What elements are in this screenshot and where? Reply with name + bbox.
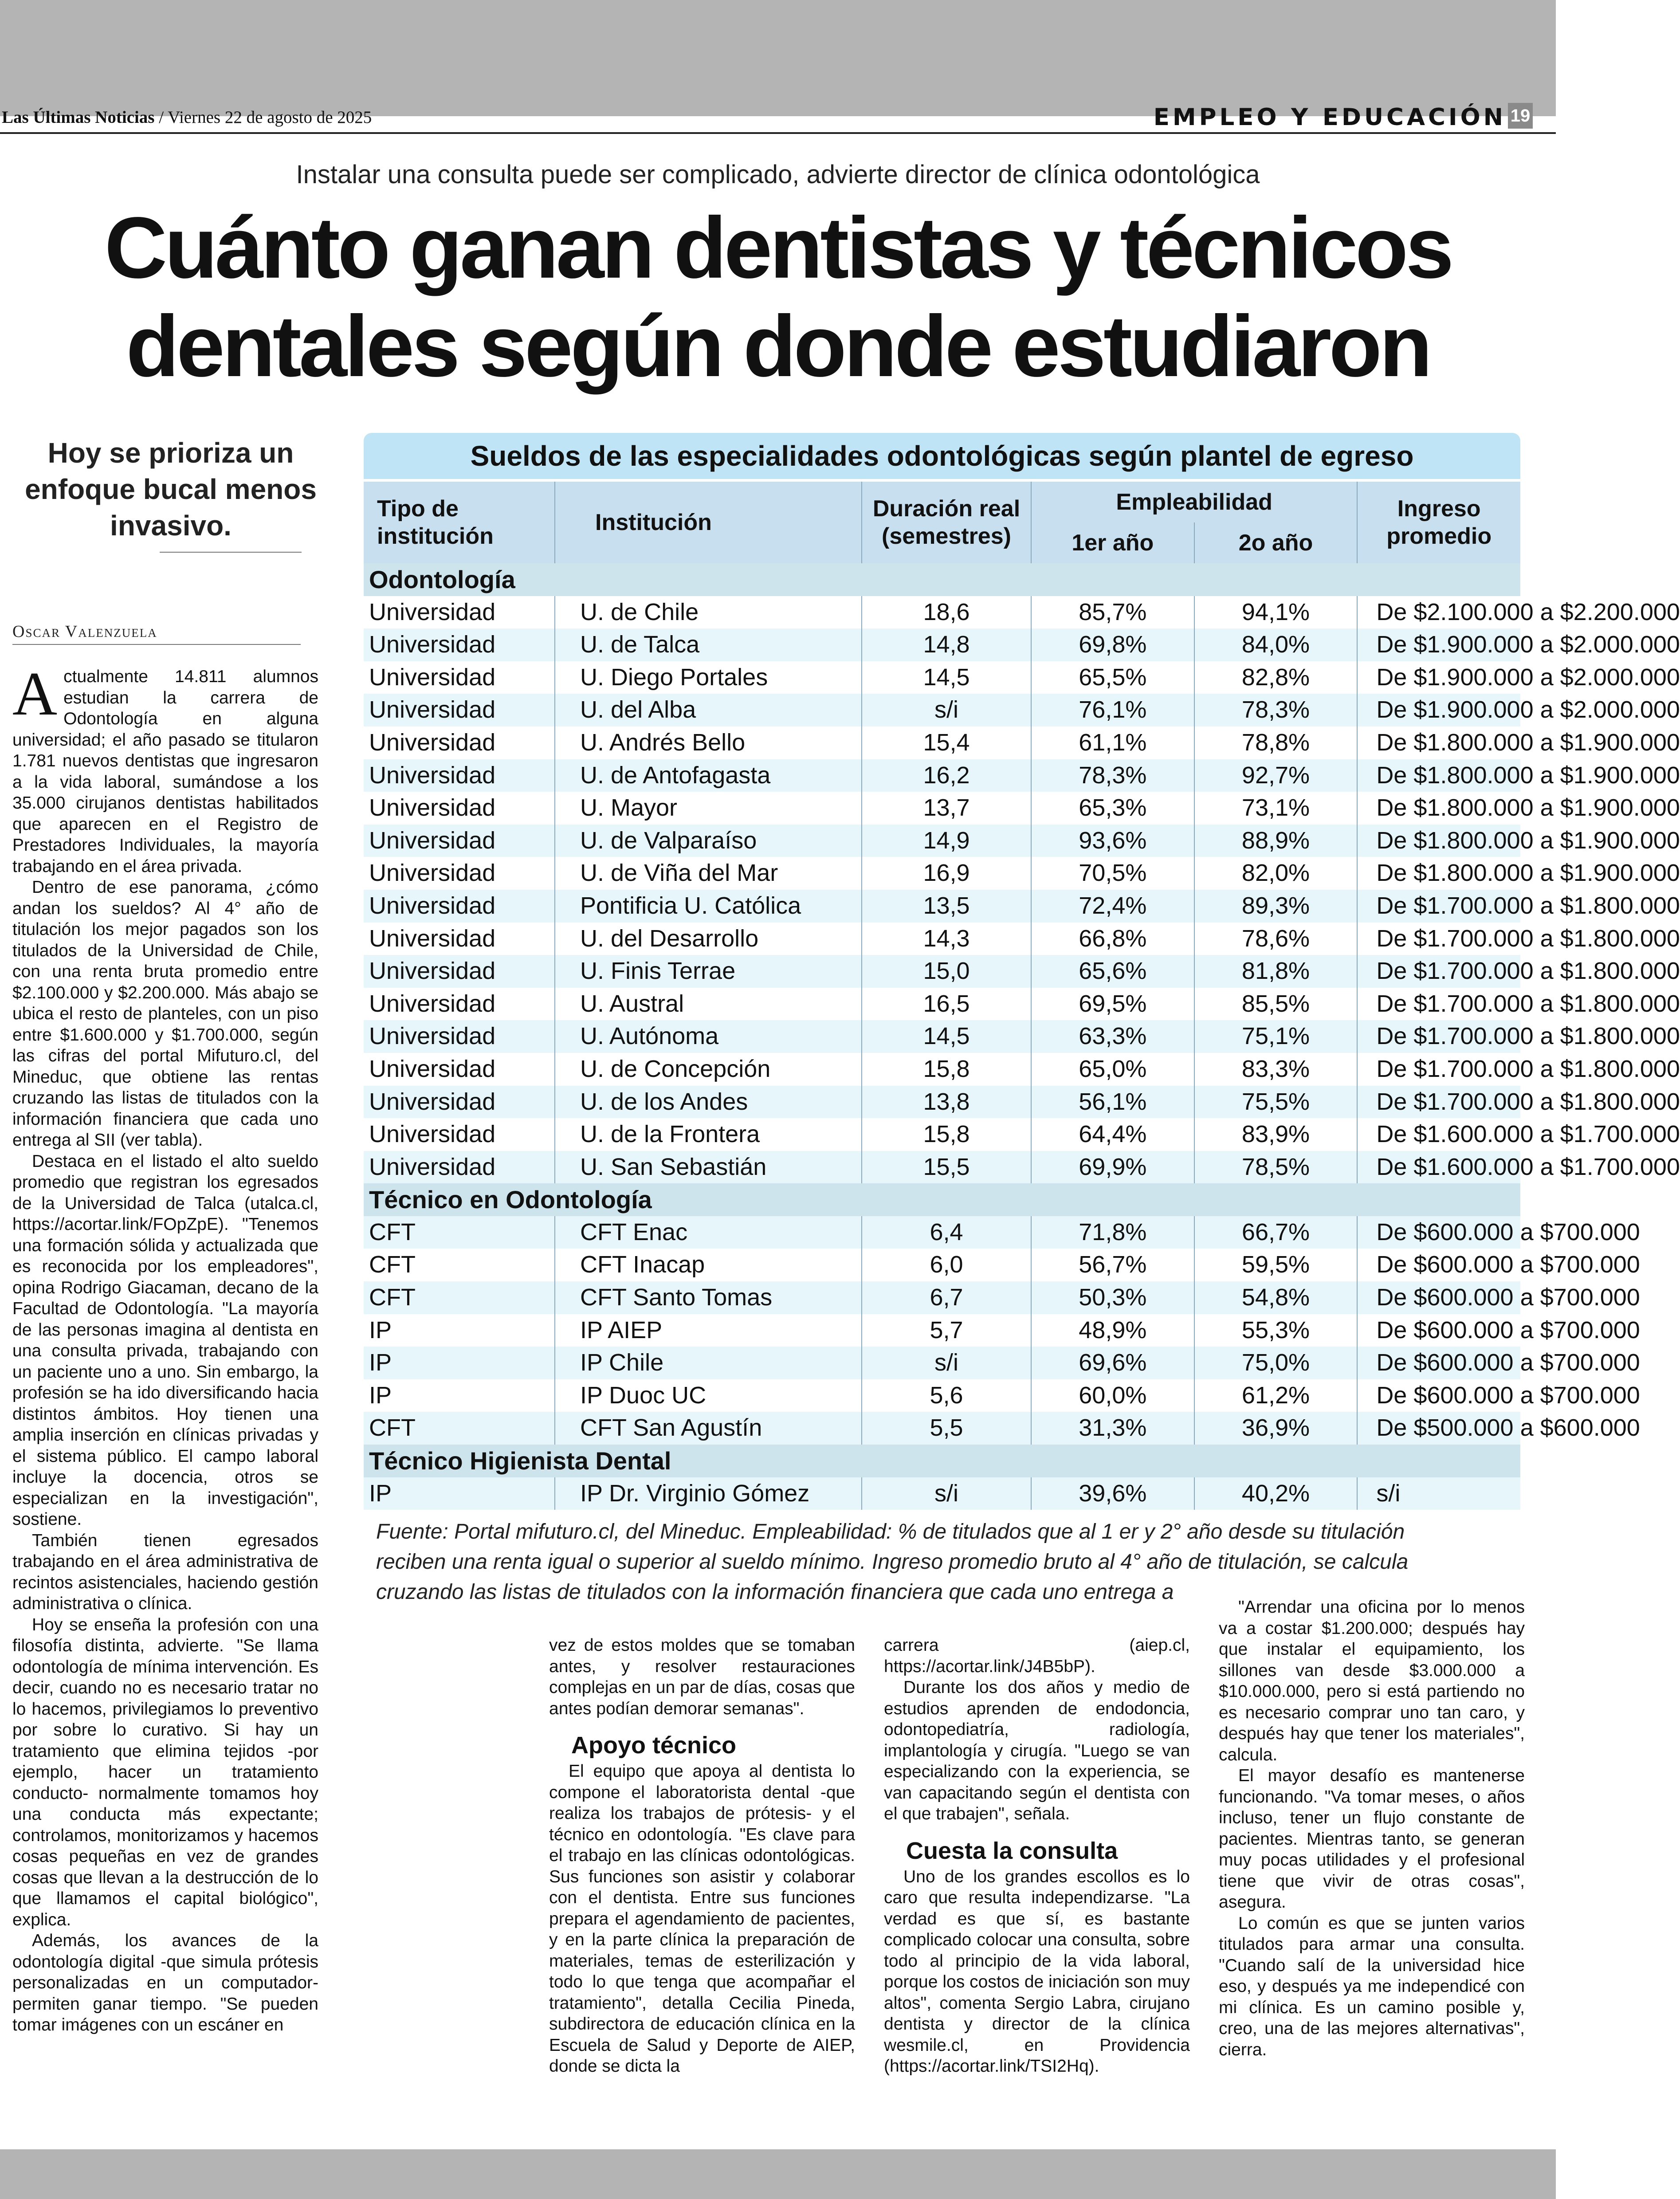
cell-ingreso: De $1.900.000 a $2.000.000 [1357,694,1520,726]
cell-tipo: Universidad [364,628,555,661]
cell-duracion: 15,0 [862,955,1031,988]
cell-tipo: CFT [364,1412,555,1445]
pull-quote: Hoy se prioriza un enfoque bucal menos invasivo. [25,437,317,542]
headline-line-1: Cuánto ganan dentistas y técnicos [104,199,1452,296]
cell-tipo: IP [364,1314,555,1347]
cell-institucion: CFT Santo Tomas [555,1281,862,1314]
cell-institucion: U. de Viña del Mar [555,857,862,890]
cell-anio-1: 69,5% [1031,988,1194,1021]
cell-duracion: 6,0 [862,1249,1031,1281]
cell-anio-1: 63,3% [1031,1020,1194,1053]
table-row [364,596,1520,629]
cell-duracion: 6,7 [862,1281,1031,1314]
cell-anio-1: 31,3% [1031,1412,1194,1445]
cell-institucion: IP Dr. Virginio Gómez [555,1477,862,1510]
cell-tipo: Universidad [364,988,555,1021]
cell-anio-1: 39,6% [1031,1477,1194,1510]
cell-anio-1: 70,5% [1031,857,1194,890]
cell-duracion: 14,5 [862,1020,1031,1053]
cell-ingreso: De $1.900.000 a $2.000.000 [1357,628,1520,661]
cell-anio-1: 66,8% [1031,923,1194,955]
cell-anio-2: 85,5% [1194,988,1358,1021]
cell-anio-2: 88,9% [1194,825,1358,857]
article-column-4 [1219,1597,1525,2060]
cell-ingreso: De $1.700.000 a $1.800.000 [1357,988,1520,1021]
cell-anio-2: 81,8% [1194,955,1358,988]
cell-institucion: U. Andrés Bello [555,726,862,759]
cell-ingreso: De $1.700.000 a $1.800.000 [1357,955,1520,988]
pull-quote-rule [160,552,302,553]
headline-line-2: dentales según donde estudiaron [126,298,1430,395]
table-body [364,563,1680,1510]
table-row [364,1118,1520,1151]
cell-institucion: IP AIEP [555,1314,862,1347]
cell-institucion: U. de Valparaíso [555,825,862,857]
cell-duracion: 13,7 [862,792,1031,825]
subheading-cuesta-la-consulta: Cuesta la consulta [906,1837,1118,1864]
table-source-note: Fuente: Portal mifuturo.cl, del Mineduc. Empleabilidad: % de titulados que al 1 er y 2° año desde su titulación reciben una renta igual o superior al sueldo mínimo. Ingreso promedio bruto al 4° año de titulación, se calcula cruzando las listas de titulados con la información financiera que cada uno entrega a [376,1520,1409,1604]
cell-anio-1: 56,7% [1031,1249,1194,1281]
cell-institucion: U. Autónoma [555,1020,862,1053]
cell-tipo: Universidad [364,1053,555,1086]
table-row [364,1216,1520,1249]
cell-duracion: 16,2 [862,759,1031,792]
cell-institucion: U. Mayor [555,792,862,825]
cell-anio-1: 65,3% [1031,792,1194,825]
cell-ingreso: De $1.800.000 a $1.900.000 [1357,792,1520,825]
cell-anio-1: 78,3% [1031,759,1194,792]
cell-anio-2: 73,1% [1194,792,1358,825]
cell-anio-1: 56,1% [1031,1086,1194,1119]
cell-institucion: U. Diego Portales [555,661,862,694]
cell-duracion: 16,5 [862,988,1031,1021]
table-row [364,1020,1520,1053]
cell-duracion: 14,5 [862,661,1031,694]
cell-anio-1: 72,4% [1031,890,1194,923]
header-anio-1: 1er año [1031,522,1194,563]
cell-ingreso: De $1.600.000 a $1.700.000 [1357,1151,1520,1184]
table-row [364,955,1520,988]
cell-tipo: Universidad [364,792,555,825]
table-row [364,726,1520,759]
cell-duracion: 5,5 [862,1412,1031,1445]
article-column-1 [12,660,318,2036]
cell-ingreso: s/i [1357,1477,1520,1510]
table-row [364,792,1520,825]
drop-cap: A [12,660,58,728]
cell-duracion: 5,6 [862,1379,1031,1412]
cell-anio-1: 48,9% [1031,1314,1194,1347]
header-institucion: Institución [555,482,862,563]
cell-anio-2: 61,2% [1194,1379,1358,1412]
header-tipo: Tipo de institución [364,482,555,563]
cell-tipo: IP [364,1379,555,1412]
cell-tipo: Universidad [364,661,555,694]
paragraph: El mayor desafío es mantenerse funcionando. "Va tomar meses, o años incluso, tener un flujo constante de pacientes. Mientras tanto, se generan muy pocas utilidades y el profesional tiene que vivir de otras cosas", asegura. [1219,1766,1525,1912]
table-row [364,988,1520,1021]
bottom-margin-band [0,2149,1556,2199]
cell-tipo: Universidad [364,955,555,988]
paragraph: Durante los dos años y medio de estudios aprenden de endodoncia, odontopediatría, radiología, implantología y cirugía. "Luego se van especializando con la experiencia, se van capacitando según el dentista con el que trabajen", señala. [884,1678,1190,1823]
cell-ingreso: De $600.000 a $700.000 [1357,1216,1520,1249]
cell-ingreso: De $600.000 a $700.000 [1357,1347,1520,1379]
table-row [364,1412,1520,1445]
cell-duracion: 15,8 [862,1118,1031,1151]
cell-ingreso: De $1.700.000 a $1.800.000 [1357,1086,1520,1119]
cell-ingreso: De $600.000 a $700.000 [1357,1249,1520,1281]
cell-anio-1: 60,0% [1031,1379,1194,1412]
header-empleabilidad: Empleabilidad [1031,482,1357,522]
cell-institucion: U. del Desarrollo [555,923,862,955]
cell-ingreso: De $1.800.000 a $1.900.000 [1357,857,1520,890]
cell-ingreso: De $600.000 a $700.000 [1357,1314,1520,1347]
publication-line: Las Últimas Noticias / Viernes 22 de agosto de 2025 [2,108,372,127]
cell-anio-2: 36,9% [1194,1412,1358,1445]
table-row [364,1281,1520,1314]
cell-anio-2: 84,0% [1194,628,1358,661]
publication-name: Las Últimas Noticias [2,108,155,127]
cell-duracion: s/i [862,1347,1031,1379]
cell-duracion: 18,6 [862,596,1031,629]
masthead-rule [0,132,1556,134]
cell-anio-2: 83,9% [1194,1118,1358,1151]
cell-anio-2: 55,3% [1194,1314,1358,1347]
headline [0,199,1556,396]
cell-anio-2: 82,8% [1194,661,1358,694]
table-category-row [364,1445,1520,1477]
cell-anio-1: 93,6% [1031,825,1194,857]
paragraph: Actualmente 14.811 alumnos estudian la carrera de Odontología en alguna universidad; el año pasado se titularon 1.781 nuevos dentistas que ingresaron a la vida laboral, sumándose a los 35.000 cirujanos dentistas habilitados que aparecen en el Registro de Prestadores Individuales, la mayoría trabajando en el área privada. [12,660,318,876]
header-ingreso: Ingreso promedio [1357,482,1520,563]
table-row [364,1477,1520,1510]
cell-anio-2: 92,7% [1194,759,1358,792]
table-title: Sueldos de las especialidades odontológicas según plantel de egreso [364,433,1520,482]
cell-duracion: 14,9 [862,825,1031,857]
cell-ingreso: De $1.800.000 a $1.900.000 [1357,759,1520,792]
cell-ingreso: De $1.800.000 a $1.900.000 [1357,825,1520,857]
cell-institucion: U. Austral [555,988,862,1021]
masthead [0,103,1556,133]
cell-tipo: CFT [364,1216,555,1249]
cell-duracion: 13,5 [862,890,1031,923]
table-row [364,661,1520,694]
table-row [364,759,1520,792]
cell-tipo: Universidad [364,1151,555,1184]
cell-anio-2: 78,5% [1194,1151,1358,1184]
cell-tipo: CFT [364,1249,555,1281]
cell-anio-1: 69,8% [1031,628,1194,661]
salary-table-box [364,433,1680,1510]
cell-anio-1: 50,3% [1031,1281,1194,1314]
article-column-2 [549,1635,855,2077]
cell-tipo: Universidad [364,726,555,759]
section-title: EMPLEO Y EDUCACIÓN [1153,104,1506,131]
cell-ingreso: De $1.700.000 a $1.800.000 [1357,1020,1520,1053]
cell-tipo: IP [364,1477,555,1510]
paragraph: carrera (aiep.cl, https://acortar.link/J4B5bP). [884,1636,1190,1676]
cell-ingreso: De $1.800.000 a $1.900.000 [1357,726,1520,759]
cell-ingreso: De $1.700.000 a $1.800.000 [1357,1053,1520,1086]
table-row [364,694,1520,726]
subheading-apoyo-tecnico: Apoyo técnico [571,1732,737,1759]
cell-institucion: U. San Sebastián [555,1151,862,1184]
cell-anio-2: 94,1% [1194,596,1358,629]
cell-anio-1: 85,7% [1031,596,1194,629]
cell-institucion: U. de Talca [555,628,862,661]
cell-ingreso: De $2.100.000 a $2.200.000 [1357,596,1520,629]
cell-duracion: 15,8 [862,1053,1031,1086]
paragraph: Lo común es que se junten varios titulados para armar una consulta. "Cuando salí de la universidad hice eso, y después ya me independicé con mi clínica. Es un camino posible y, creo, una de las mejores alternativas", cierra. [1219,1913,1525,2059]
cell-tipo: Universidad [364,923,555,955]
cell-anio-2: 66,7% [1194,1216,1358,1249]
table-row [364,628,1520,661]
cell-tipo: Universidad [364,857,555,890]
cell-anio-1: 65,0% [1031,1053,1194,1086]
cell-tipo: IP [364,1347,555,1379]
table-row [364,1151,1520,1184]
cell-institucion: IP Duoc UC [555,1379,862,1412]
cell-institucion: CFT San Agustín [555,1412,862,1445]
cell-ingreso: De $1.700.000 a $1.800.000 [1357,890,1520,923]
table-category-row [364,563,1520,596]
cell-anio-2: 82,0% [1194,857,1358,890]
byline-rule [12,644,301,645]
cell-anio-2: 83,3% [1194,1053,1358,1086]
cell-duracion: 14,3 [862,923,1031,955]
cell-ingreso: De $1.900.000 a $2.000.000 [1357,661,1520,694]
cell-duracion: 13,8 [862,1086,1031,1119]
cell-anio-2: 40,2% [1194,1477,1358,1510]
table-row [364,825,1520,857]
table-header-row [364,482,1520,522]
cell-ingreso: De $1.700.000 a $1.800.000 [1357,923,1520,955]
top-margin-band [0,0,1556,116]
category-label: Odontología [364,563,1520,596]
cell-duracion: 15,5 [862,1151,1031,1184]
table-row [364,1053,1520,1086]
cell-ingreso: De $600.000 a $700.000 [1357,1281,1520,1314]
cell-institucion: U. de Concepción [555,1053,862,1086]
cell-institucion: IP Chile [555,1347,862,1379]
category-label: Técnico en Odontología [364,1183,1520,1216]
cell-anio-2: 75,5% [1194,1086,1358,1119]
paragraph: El equipo que apoya al dentista lo compone el laboratorista dental -que realiza los trabajos de prótesis- y el técnico en odontología. "Es clave para el trabajo en las clínicas odontológicas. Sus funciones son asistir y colaborar con el dentista. Entre sus funciones prepara el agendamiento de pacientes, y en la parte clínica la preparación de materiales, temas de esterilización y todo lo que tenga que acompañar el tratamiento", detalla Cecilia Pineda, subdirectora de educación clínica en la Escuela de Salud y Deporte de AIEP, donde se dicta la [549,1762,855,2076]
cell-tipo: Universidad [364,1020,555,1053]
cell-institucion: CFT Enac [555,1216,862,1249]
cell-anio-1: 76,1% [1031,694,1194,726]
cell-tipo: Universidad [364,1086,555,1119]
cell-institucion: CFT Inacap [555,1249,862,1281]
table-row [364,1379,1520,1412]
paragraph: "Arrendar una oficina por lo menos va a costar $1.200.000; después hay que instalar el equipamiento, los sillones van desde $3.000.000 a $10.000.000, pero si está partiendo no es necesario comprar uno tan caro, y después hay que tener los materiales", calcula. [1219,1598,1525,1764]
paragraph: Destaca en el listado el alto sueldo promedio que registran los egresados de la Universidad de Talca (utalca.cl, https://acortar.link/FOpZpE). "Tenemos una formación sólida y actualizada que es reconocida por los empleadores", opina Rodrigo Giacaman, decano de la Facultad de Odontología. "La mayoría de las personas imagina al dentista en una consulta privada, trabajando con un paciente uno a uno. Sin embargo, la profesión se ha ido diversificando hacia distintos ámbitos. Hoy tienen una amplia inserción en clínicas privadas y el sistema público. El campo laboral incluye la docencia, otros se especializan en la investigación", sostiene. [12,1151,318,1529]
publication-date: Viernes 22 de agosto de 2025 [168,108,372,127]
kicker: Instalar una consulta puede ser complicado, advierte director de clínica odontológica [296,160,1260,189]
cell-ingreso: De $1.600.000 a $1.700.000 [1357,1118,1520,1151]
table-row [364,890,1520,923]
cell-anio-1: 61,1% [1031,726,1194,759]
paragraph: También tienen egresados trabajando en el área administrativa de recintos asistenciales, haciendo gestión administrativa o clínica. [12,1531,318,1613]
cell-institucion: U. de Chile [555,596,862,629]
cell-institucion: U. Finis Terrae [555,955,862,988]
cell-anio-2: 75,1% [1194,1020,1358,1053]
page-number: 19 [1508,103,1533,129]
table-row [364,1347,1520,1379]
cell-anio-2: 54,8% [1194,1281,1358,1314]
paragraph: Hoy se enseña la profesión con una filosofía distinta, advierte. "Se llama odontología de mínima intervención. Es decir, cuando no es necesario tratar no lo hacemos, privilegiamos lo preventivo por sobre lo curativo. Si hay un tratamiento que elimina tejidos -por ejemplo, hacer un tratamiento conducto- normalmente tomamos hoy una conducta más expectante; controlamos, monitorizamos y hacemos cosas pequeñas en vez de grandes cosas que llevan a la destrucción de lo que llamamos el capital biológico", explica. [12,1615,318,1929]
cell-tipo: Universidad [364,890,555,923]
cell-duracion: 6,4 [862,1216,1031,1249]
cell-institucion: Pontificia U. Católica [555,890,862,923]
cell-anio-1: 69,6% [1031,1347,1194,1379]
table-row [364,857,1520,890]
cell-tipo: Universidad [364,1118,555,1151]
cell-tipo: Universidad [364,694,555,726]
cell-anio-1: 69,9% [1031,1151,1194,1184]
cell-anio-2: 59,5% [1194,1249,1358,1281]
cell-institucion: U. de la Frontera [555,1118,862,1151]
cell-anio-2: 78,8% [1194,726,1358,759]
paragraph: Dentro de ese panorama, ¿cómo andan los sueldos? Al 4° año de titulación los mejor pagados son los titulados de la Universidad de Chile, con una renta bruta promedio entre $2.100.000 y $2.200.000. Más abajo se ubica el resto de planteles, con un piso entre $1.600.000 y $1.700.000, según las cifras del portal Mifuturo.cl, del Mineduc, que obtiene las rentas cruzando las listas de titulados con la información financiera que cada uno entrega al SII (ver tabla). [12,878,318,1150]
cell-duracion: 16,9 [862,857,1031,890]
category-label: Técnico Higienista Dental [364,1445,1520,1477]
cell-anio-2: 89,3% [1194,890,1358,923]
cell-tipo: Universidad [364,596,555,629]
header-anio-2: 2o año [1194,522,1358,563]
cell-duracion: s/i [862,694,1031,726]
cell-ingreso: De $600.000 a $700.000 [1357,1379,1520,1412]
cell-anio-2: 75,0% [1194,1347,1358,1379]
cell-anio-1: 65,6% [1031,955,1194,988]
paragraph: Uno de los grandes escollos es lo caro que resulta independizarse. "La verdad es que sí, es bastante complicado colocar una consulta, sobre todo al principio de la vida laboral, porque los costos de iniciación son muy altos", comenta Sergio Labra, cirujano dentista y director de la clínica wesmile.cl, en Providencia (https://acortar.link/TSI2Hq). [884,1867,1190,2076]
table-row [364,923,1520,955]
cell-anio-2: 78,6% [1194,923,1358,955]
article-column-3 [884,1635,1190,2077]
cell-institucion: U. del Alba [555,694,862,726]
cell-duracion: s/i [862,1477,1031,1510]
cell-tipo: Universidad [364,825,555,857]
cell-anio-2: 78,3% [1194,694,1358,726]
cell-anio-1: 64,4% [1031,1118,1194,1151]
cell-anio-1: 65,5% [1031,661,1194,694]
paragraph: vez de estos moldes que se tomaban antes, y resolver restauraciones complejas en un par de días, cosas que antes podían demorar semanas". [549,1636,855,1718]
cell-anio-1: 71,8% [1031,1216,1194,1249]
header-duracion: Duración real (semestres) [862,482,1031,563]
cell-duracion: 14,8 [862,628,1031,661]
cell-tipo: CFT [364,1281,555,1314]
table-category-row [364,1183,1520,1216]
cell-tipo: Universidad [364,759,555,792]
table-row [364,1086,1520,1119]
cell-institucion: U. de los Andes [555,1086,862,1119]
table-row [364,1249,1520,1281]
salary-table [364,482,1680,1510]
paragraph: Además, los avances de la odontología digital -que simula prótesis personalizadas en un computador- permiten ganar tiempo. "Se pueden tomar imágenes con un escáner en [12,1931,318,2034]
cell-institucion: U. de Antofagasta [555,759,862,792]
table-row [364,1314,1520,1347]
cell-duracion: 15,4 [862,726,1031,759]
byline: Oscar Valenzuela [12,622,157,641]
cell-ingreso: De $500.000 a $600.000 [1357,1412,1520,1445]
cell-duracion: 5,7 [862,1314,1031,1347]
